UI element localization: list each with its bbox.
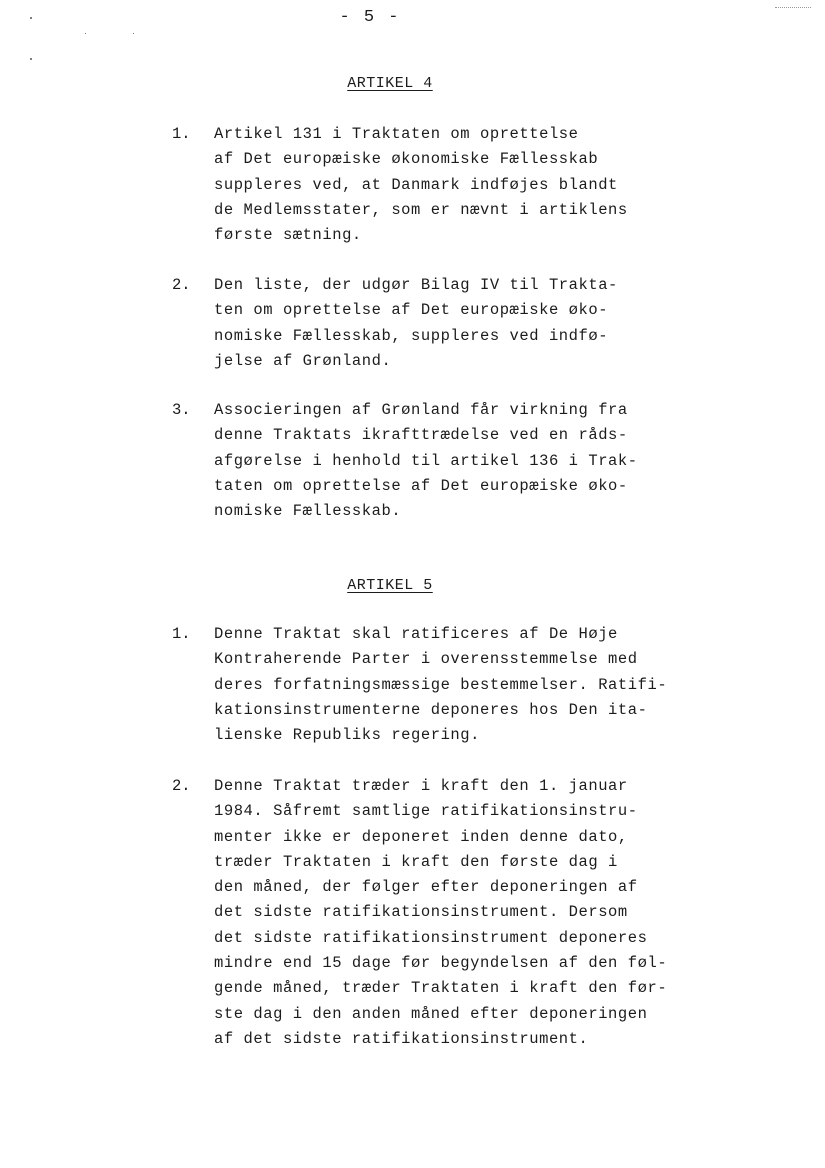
- text-line: det sidste ratifikationsinstrument. Dersom: [214, 903, 628, 922]
- text-line: det sidste ratifikationsinstrument deponeres: [214, 928, 648, 947]
- paragraph-text: [214, 774, 667, 1052]
- article-heading-text: ARTIKEL 5: [347, 577, 433, 594]
- article-heading-text: ARTIKEL 4: [347, 75, 433, 92]
- text-line: suppleres ved, at Danmark indføjes blandt: [214, 175, 618, 194]
- text-line: den måned, der følger efter deponeringen af: [214, 878, 638, 897]
- text-line: lienske Republiks regering.: [214, 726, 480, 745]
- paragraph-number: 1.: [172, 125, 191, 143]
- text-line: menter ikke er deponeret inden denne dato,: [214, 827, 628, 846]
- corner-scan-mark: [775, 7, 811, 8]
- article-heading: [0, 577, 780, 594]
- text-line: deres forfatningsmæssige bestemmelser. Ratifi-: [214, 675, 668, 694]
- scan-speck: [85, 33, 86, 34]
- text-line: mindre end 15 dage før begyndelsen af den føl-: [214, 954, 668, 973]
- paragraph-number: 3.: [172, 401, 191, 419]
- paragraph-number: 2.: [172, 777, 191, 795]
- paragraph-text: [214, 398, 638, 524]
- text-line: nomiske Fællesskab, suppleres ved indfø-: [214, 326, 609, 345]
- paragraph-text: [214, 122, 628, 248]
- text-line: ste dag i den anden måned efter deponeringen: [214, 1004, 648, 1023]
- text-line: denne Traktats ikrafttrædelse ved en råds-: [214, 426, 628, 445]
- text-line: taten om oprettelse af Det europæiske øko-: [214, 476, 628, 495]
- paragraph-number: 2.: [172, 276, 191, 294]
- page-number: - 5 -: [339, 8, 401, 27]
- text-line: Associeringen af Grønland får virkning fra: [214, 401, 628, 419]
- text-line: de Medlemsstater, som er nævnt i artiklens: [214, 200, 628, 219]
- paragraph-number: 1.: [172, 625, 191, 643]
- scan-speck: [30, 58, 32, 60]
- text-line: Denne Traktat træder i kraft den 1. januar: [214, 777, 628, 795]
- paragraph-text: [214, 622, 667, 748]
- text-line: afgørelse i henhold til artikel 136 i Trak-: [214, 451, 638, 470]
- text-line: første sætning.: [214, 226, 362, 245]
- text-line: af Det europæiske økonomiske Fællesskab: [214, 150, 599, 169]
- text-line: Denne Traktat skal ratificeres af De Høje: [214, 625, 618, 643]
- text-line: Kontraherende Parter i overensstemmelse med: [214, 650, 638, 669]
- text-line: kationsinstrumenterne deponeres hos Den ita-: [214, 700, 648, 719]
- text-line: jelse af Grønland.: [214, 351, 392, 370]
- paragraph-text: [214, 273, 618, 374]
- text-line: Artikel 131 i Traktaten om oprettelse: [214, 125, 579, 143]
- text-line: nomiske Fællesskab.: [214, 502, 402, 521]
- text-line: 1984. Såfremt samtlige ratifikationsinstru-: [214, 802, 638, 821]
- text-line: gende måned, træder Traktaten i kraft den før-: [214, 979, 668, 998]
- scan-speck: [133, 33, 134, 34]
- text-line: ten om oprettelse af Det europæiske øko-: [214, 301, 609, 320]
- text-line: Den liste, der udgør Bilag IV til Trakta-: [214, 276, 618, 294]
- text-line: træder Traktaten i kraft den første dag i: [214, 852, 618, 871]
- article-heading: [0, 75, 780, 92]
- text-line: af det sidste ratifikationsinstrument.: [214, 1029, 589, 1048]
